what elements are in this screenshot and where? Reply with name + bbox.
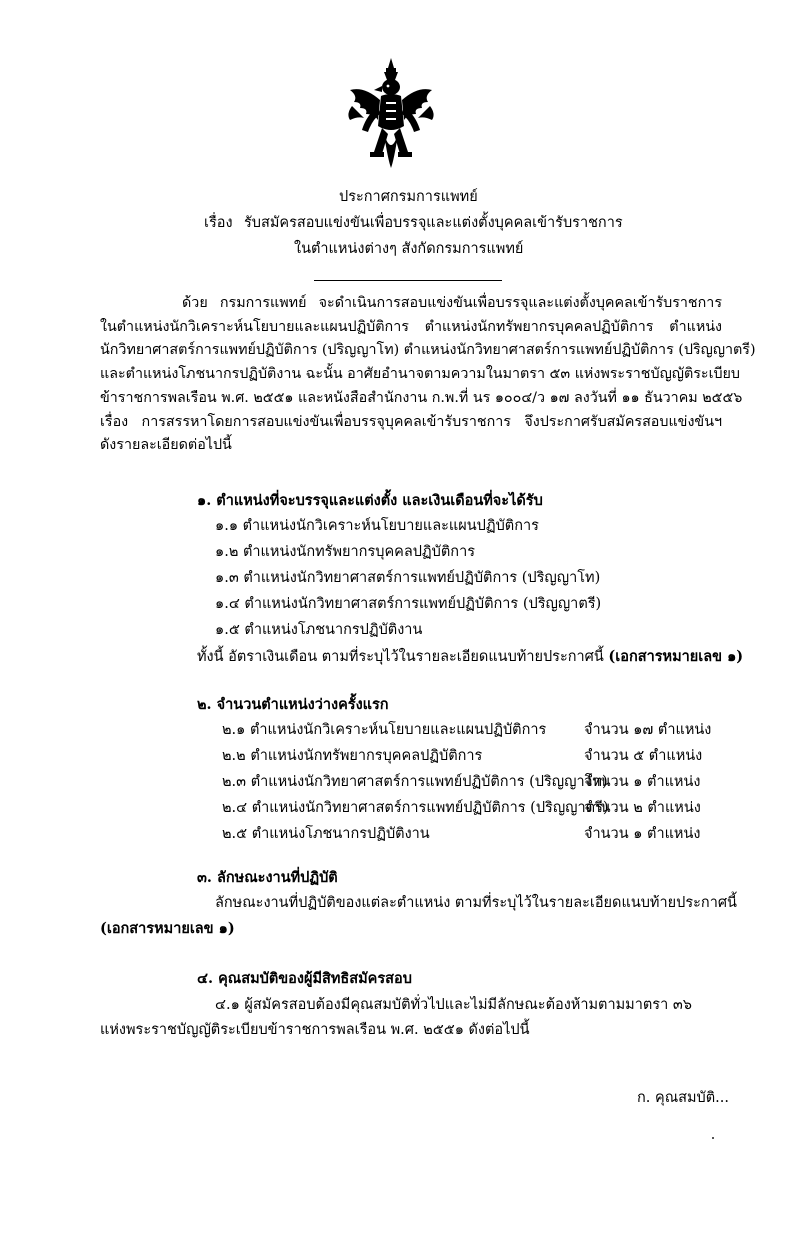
scan-speck xyxy=(712,1137,714,1139)
vacancy-label: ๒.๔ ตำแหน่งนักวิทยาศาสตร์การแพทย์ปฏิบัติการ (ปริญญาตรี) xyxy=(222,800,609,816)
section2-heading: ๒. จำนวนตำแหน่งว่างครั้งแรก xyxy=(197,696,389,713)
vacancy-label: ๒.๒ ตำแหน่งนักทรัพยากรบุคคลปฏิบัติการ xyxy=(222,748,483,764)
intro-line: ในตำแหน่งนักวิเคราะห์นโยบายและแผนปฏิบัติการ ตำแหน่งนักทรัพยากรบุคคลปฏิบัติการ ตำแหน่ง xyxy=(100,318,722,335)
section1-note xyxy=(197,645,743,668)
section1-item: ๑.๒ ตำแหน่งนักทรัพยากรบุคคลปฏิบัติการ xyxy=(215,544,475,560)
intro-line: นักวิทยาศาสตร์การแพทย์ปฏิบัติการ (ปริญญาโท) ตำแหน่งนักวิทยาศาสตร์การแพทย์ปฏิบัติการ (ปริญญาตรี) xyxy=(100,342,756,359)
intro-line: และตำแหน่งโภชนากรปฏิบัติงาน ฉะนั้น อาศัยอำนาจตามความในมาตรา ๕๓ แห่งพระราชบัญญัติระเบียบ xyxy=(100,366,741,383)
subject-label: เรื่อง xyxy=(204,215,233,231)
vacancy-count: จำนวน ๑ ตำแหน่ง xyxy=(584,826,701,842)
subject-text-line2: ในตำแหน่งต่างๆ สังกัดกรมการแพทย์ xyxy=(294,241,524,257)
vacancy-label: ๒.๓ ตำแหน่งนักวิทยาศาสตร์การแพทย์ปฏิบัติการ (ปริญญาโท) xyxy=(222,774,608,790)
intro-line: ข้าราชการพลเรือน พ.ศ. ๒๕๕๑ และหนังสือสำนักงาน ก.พ.ที่ นร ๑๐๐๔/ว ๑๗ ลงวันที่ ๑๑ ธันวาคม ๒๕๕๖ xyxy=(100,389,743,406)
section4-body-line2: แห่งพระราชบัญญัติระเบียบข้าราชการพลเรือน พ.ศ. ๒๕๕๑ ดังต่อไปนี้ xyxy=(100,1022,530,1038)
section3-heading: ๓. ลักษณะงานที่ปฏิบัติ xyxy=(197,869,338,886)
section4-body: ๔.๑ ผู้สมัครสอบต้องมีคุณสมบัติทั่วไปและไม่มีลักษณะต้องห้ามตามมาตรา ๓๖ xyxy=(215,997,692,1013)
section1-item: ๑.๓ ตำแหน่งนักวิทยาศาสตร์การแพทย์ปฏิบัติการ (ปริญญาโท) xyxy=(215,570,601,586)
vacancy-count: จำนวน ๒ ตำแหน่ง xyxy=(584,800,701,816)
section3-body: ลักษณะงานที่ปฏิบัติของแต่ละตำแหน่ง ตามที่ระบุไว้ในรายละเอียดแนบท้ายประกาศนี้ xyxy=(215,895,737,911)
vacancy-count: จำนวน ๑๗ ตำแหน่ง xyxy=(584,722,712,738)
vacancy-count: จำนวน ๕ ตำแหน่ง xyxy=(584,748,703,764)
section1-note-ref: (เอกสารหมายเลข ๑) xyxy=(608,648,744,665)
section1-note-text: ทั้งนี้ อัตราเงินเดือน ตามที่ระบุไว้ในรายละเอียดแนบท้ายประกาศนี้ xyxy=(197,649,609,665)
intro-line: เรื่อง การสรรหาโดยการสอบแข่งขันเพื่อบรรจุบุคคลเข้ารับราชการ จึงประกาศรับสมัครสอบแข่งขันฯ xyxy=(100,413,722,430)
garuda-emblem-icon xyxy=(344,56,438,174)
section3-ref: (เอกสารหมายเลข ๑) xyxy=(100,920,235,937)
section1-item: ๑.๑ ตำแหน่งนักวิเคราะห์นโยบายและแผนปฏิบัติการ xyxy=(215,518,539,534)
intro-line: ด้วย กรมการแพทย์ จะดำเนินการสอบแข่งขันเพื่อบรรจุและแต่งตั้งบุคคลเข้ารับราชการ xyxy=(182,295,722,311)
section4-heading: ๔. คุณสมบัติของผู้มีสิทธิสมัครสอบ xyxy=(197,970,412,987)
announcement-title: ประกาศกรมการแพทย์ xyxy=(339,189,478,205)
continued-marker: ก. คุณสมบัติ... xyxy=(637,1090,730,1106)
section1-heading: ๑. ตำแหน่งที่จะบรรจุและแต่งตั้ง และเงินเดือนที่จะได้รับ xyxy=(197,492,543,509)
section1-item: ๑.๔ ตำแหน่งนักวิทยาศาสตร์การแพทย์ปฏิบัติการ (ปริญญาตรี) xyxy=(215,596,602,612)
subject-text: รับสมัครสอบแข่งขันเพื่อบรรจุและแต่งตั้งบุคคลเข้ารับราชการ xyxy=(244,215,623,231)
vacancy-label: ๒.๑ ตำแหน่งนักวิเคราะห์นโยบายและแผนปฏิบัติการ xyxy=(222,722,547,738)
intro-paragraph xyxy=(100,292,756,458)
intro-line: ดังรายละเอียดต่อไปนี้ xyxy=(100,437,232,454)
vacancy-count: จำนวน ๑ ตำแหน่ง xyxy=(584,774,701,790)
section1-item: ๑.๕ ตำแหน่งโภชนากรปฏิบัติงาน xyxy=(215,622,423,638)
header-divider xyxy=(314,280,502,281)
vacancy-label: ๒.๕ ตำแหน่งโภชนากรปฏิบัติงาน xyxy=(222,826,430,842)
